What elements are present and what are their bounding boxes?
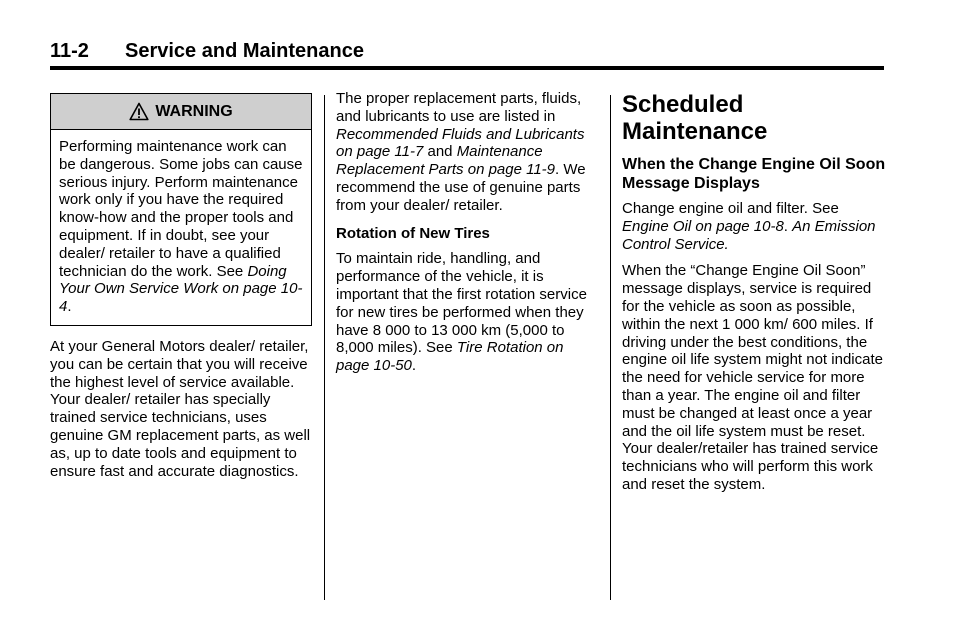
paragraph-text: and bbox=[423, 143, 457, 161]
scheduled-maintenance-title: Scheduled Maintenance bbox=[622, 91, 768, 145]
tire-rotation-heading: Rotation of New Tires bbox=[336, 224, 490, 242]
column-left bbox=[50, 90, 312, 480]
oil-message-subtitle: When the Change Engine Oil Soon Message Displays bbox=[622, 156, 886, 192]
warning-reference-link[interactable]: Doing Your Own Service Work on page 10-4 bbox=[59, 262, 303, 316]
paragraph-text: . bbox=[411, 357, 417, 375]
replacement-parts-paragraph bbox=[336, 90, 598, 215]
paragraph-text: To maintain ride, handling, and performance of the vehicle, it is important that the first rotation service for new tires be performed when they have 8 000 to 13 000 km (5,000 to 8,000 miles). See bbox=[336, 250, 587, 357]
change-oil-paragraph bbox=[622, 200, 888, 253]
parts-reference-link[interactable]: Maintenance Replacement Parts on page 11-9 bbox=[336, 143, 556, 179]
warning-title: WARNING bbox=[155, 102, 233, 120]
tire-rotation-paragraph bbox=[336, 250, 598, 375]
page-header bbox=[50, 38, 884, 70]
warning-text-end: . bbox=[67, 298, 72, 316]
column-divider bbox=[324, 95, 325, 600]
fluids-reference-link[interactable]: Recommended Fluids and Lubricants on page 11-7 bbox=[336, 125, 585, 161]
warning-body bbox=[51, 130, 311, 325]
page-number: 11-2 bbox=[50, 40, 89, 62]
warning-header bbox=[51, 94, 311, 130]
paragraph-text: Change engine oil and filter. See bbox=[622, 200, 839, 217]
paragraph-text: . bbox=[783, 217, 793, 235]
paragraph-text: . We recommend the use of genuine parts from your dealer/ retailer. bbox=[336, 161, 586, 214]
column-divider bbox=[610, 95, 611, 600]
column-right bbox=[622, 90, 888, 494]
column-middle bbox=[336, 90, 598, 375]
paragraph-text: The proper replacement parts, fluids, and lubricants to use are listed in bbox=[336, 90, 582, 125]
dealer-paragraph: At your General Motors dealer/ retailer, you can be certain that you will receive the highest level of service available. Your dealer/ retailer has specially trained service technicians, uses genuine GM replacement parts, as well as, up to date tools and equipment to ensure fast and accurate diagnostics. bbox=[50, 337, 311, 480]
tire-rotation-reference-link[interactable]: Tire Rotation on page 10-50 bbox=[336, 339, 564, 375]
warning-text: Performing maintenance work can be dangerous. Some jobs can cause serious injury. Perform maintenance work only if you have the required know-how and the proper tools and equipment. If in doubt, see your dealer/ retailer to have a qualified technician do the work. See bbox=[59, 138, 303, 280]
warning-triangle-icon bbox=[129, 102, 149, 121]
emission-service-note: An Emission Control Service. bbox=[622, 217, 876, 253]
engine-oil-reference-link[interactable]: Engine Oil on page 10-8 bbox=[622, 217, 784, 235]
section-title: Service and Maintenance bbox=[125, 40, 364, 62]
warning-box bbox=[50, 93, 312, 326]
oil-life-paragraph: When the “Change Engine Oil Soon” message displays, service is required for the vehicle as soon as possible, within the next 1 000 km/ 600 miles. If driving under the best conditions, the engine oil life system might not indicate the need for vehicle service for more than a year. The engine oil and filter must be changed at least once a year and the oil life system must be reset. Your dealer/retailer has trained service technicians who will perform this work and reset the system. bbox=[622, 262, 883, 493]
